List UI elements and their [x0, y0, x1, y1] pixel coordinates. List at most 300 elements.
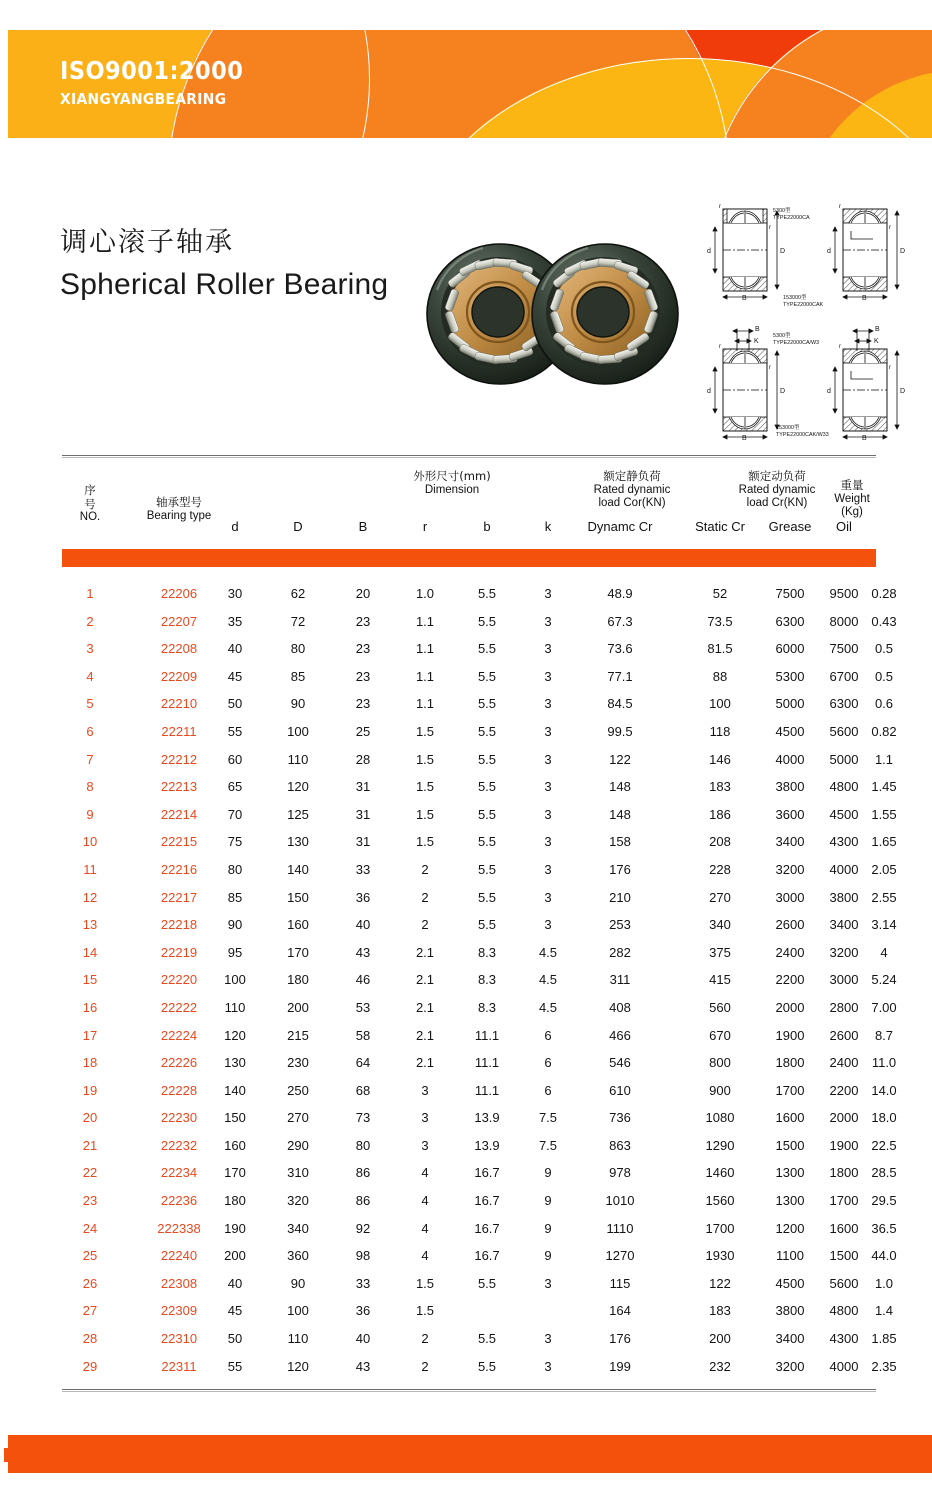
- subheader-oil: Oil: [836, 519, 852, 534]
- table-row: [62, 665, 894, 693]
- cell-k: 3: [544, 1358, 552, 1374]
- cell-static_cr: 183: [709, 779, 731, 795]
- cell-r: 1.1: [415, 641, 435, 657]
- cell-D: 250: [287, 1082, 309, 1098]
- drawing-label-2-cn: 153000型: [783, 295, 807, 301]
- cell-grease: 1600: [775, 1110, 805, 1126]
- cell-dynamic_cr: 67.3: [607, 613, 633, 629]
- cell-dynamic_cr: 863: [609, 1137, 631, 1153]
- cell-D: 72: [290, 613, 306, 629]
- column-header-no: [70, 484, 110, 525]
- cell-oil: 9500: [829, 586, 859, 601]
- cell-oil: 5600: [829, 1275, 859, 1291]
- cell-grease: 4500: [775, 723, 805, 739]
- svg-text:B: B: [742, 435, 747, 442]
- footer-bar: [8, 1435, 932, 1473]
- cell-b: 16.7: [474, 1248, 500, 1264]
- cell-k: 3: [544, 641, 552, 657]
- cell-k: 9: [544, 1165, 552, 1181]
- cell-dynamic_cr: 466: [609, 1027, 631, 1043]
- svg-text:r: r: [719, 344, 721, 350]
- cell-no: 18: [82, 1055, 98, 1071]
- cell-d: 90: [227, 917, 243, 933]
- table-row: [62, 692, 894, 720]
- cell-dynamic_cr: 115: [609, 1275, 631, 1291]
- table-row: [62, 637, 894, 665]
- cell-b: 11.1: [474, 1027, 500, 1043]
- cell-dynamic_cr: 77.1: [607, 668, 633, 684]
- table-row: [62, 1079, 897, 1107]
- cell-weight: 5.24: [871, 972, 897, 988]
- cell-oil: 6300: [829, 696, 859, 712]
- table-row: [62, 1299, 894, 1327]
- cell-d: 130: [224, 1055, 246, 1071]
- subheader-d: d: [231, 519, 239, 534]
- cell-static_cr: 1460: [705, 1165, 735, 1181]
- cell-b: 5.5: [477, 1358, 497, 1374]
- drawing-label-3-en: TYPE22000CA/W3: [773, 339, 820, 346]
- cell-oil: 3800: [829, 889, 859, 905]
- cell-dynamic_cr: 282: [609, 944, 631, 960]
- cell-r: 1.5: [415, 806, 435, 822]
- svg-text:D: D: [780, 388, 786, 395]
- cell-weight: 0.6: [874, 696, 894, 712]
- cell-dynamic_cr: 176: [609, 861, 631, 877]
- table-row: [62, 968, 897, 996]
- cell-type: 22208: [160, 641, 198, 657]
- cell-k: 9: [544, 1248, 552, 1264]
- cell-oil: 6700: [829, 668, 859, 684]
- column-header-no-cn-1: 序: [84, 483, 96, 497]
- cell-type: 22224: [160, 1027, 198, 1043]
- svg-text:r: r: [889, 365, 891, 371]
- cell-grease: 4500: [775, 1275, 805, 1291]
- cell-d: 50: [227, 696, 243, 712]
- svg-text:B: B: [875, 326, 880, 333]
- cell-type: 22210: [160, 696, 198, 712]
- cell-dynamic_cr: 1010: [605, 1193, 635, 1209]
- cell-b: 5.5: [477, 1331, 497, 1347]
- cell-grease: 1700: [775, 1082, 805, 1098]
- table-row: [62, 941, 888, 969]
- cell-grease: 2200: [775, 972, 805, 988]
- cell-D: 110: [287, 751, 309, 767]
- cell-k: 3: [544, 1331, 552, 1347]
- table-row: [62, 1355, 897, 1383]
- cell-B: 68: [355, 1082, 371, 1098]
- cell-D: 170: [287, 944, 309, 960]
- cell-r: 1.5: [415, 723, 435, 739]
- cell-no: 26: [82, 1275, 98, 1291]
- cell-b: 8.3: [477, 972, 497, 988]
- table-row: [62, 1217, 897, 1245]
- svg-text:d: d: [707, 248, 711, 255]
- cell-oil: 2200: [829, 1082, 859, 1098]
- cell-static_cr: 100: [709, 696, 731, 712]
- subheader-k: k: [544, 519, 552, 534]
- cell-B: 23: [355, 641, 371, 657]
- cell-d: 45: [227, 668, 243, 684]
- cell-B: 31: [355, 834, 371, 850]
- cell-B: 36: [355, 1303, 371, 1319]
- cell-k: 4.5: [538, 972, 558, 988]
- cell-grease: 7500: [775, 586, 805, 601]
- subheader-B: B: [358, 519, 368, 534]
- cell-k: 3: [544, 917, 552, 933]
- cell-type: 22230: [160, 1110, 198, 1126]
- cell-type: 22308: [160, 1275, 198, 1291]
- cell-oil: 7500: [829, 641, 859, 657]
- cell-weight: 29.5: [871, 1193, 897, 1209]
- cell-type: 22228: [160, 1082, 198, 1098]
- cell-r: 3: [421, 1082, 429, 1098]
- cell-B: 23: [355, 696, 371, 712]
- cell-static_cr: 560: [709, 999, 731, 1015]
- table-row: [62, 1244, 897, 1272]
- cell-d: 95: [227, 944, 243, 960]
- cell-no: 5: [86, 696, 94, 712]
- cell-weight: 0.28: [871, 586, 897, 601]
- cell-r: 2.1: [415, 944, 435, 960]
- svg-text:r: r: [889, 225, 891, 231]
- cell-grease: 1500: [775, 1137, 805, 1153]
- cell-no: 23: [82, 1193, 98, 1209]
- cell-weight: 11.0: [871, 1055, 897, 1071]
- cell-oil: 3000: [829, 972, 859, 988]
- cell-r: 4: [421, 1165, 429, 1181]
- cell-d: 50: [227, 1331, 243, 1347]
- cell-type: 22207: [160, 613, 198, 629]
- cell-no: 16: [82, 999, 98, 1015]
- cell-b: 8.3: [477, 944, 497, 960]
- table-row: [62, 1106, 897, 1134]
- cell-type: 22310: [160, 1331, 198, 1347]
- cell-k: 3: [544, 834, 552, 850]
- cell-D: 180: [287, 972, 309, 988]
- banner-text-block: [60, 58, 264, 107]
- iso-certification-label: ISO9001:2000: [60, 56, 244, 85]
- cell-no: 10: [82, 834, 98, 850]
- cell-D: 160: [287, 917, 309, 933]
- cell-static_cr: 52: [712, 586, 728, 601]
- svg-text:r: r: [839, 204, 841, 210]
- cell-weight: 0.5: [874, 641, 894, 657]
- cell-B: 58: [355, 1027, 371, 1043]
- cell-weight: 4: [880, 944, 888, 960]
- svg-text:B: B: [862, 295, 867, 302]
- cell-D: 320: [287, 1193, 309, 1209]
- cell-no: 8: [86, 779, 94, 795]
- cell-B: 40: [355, 917, 371, 933]
- cell-weight: 1.65: [871, 834, 897, 850]
- cell-dynamic_cr: 48.9: [607, 586, 633, 601]
- drawing-label-3-cn: 5300型: [773, 333, 791, 339]
- cell-k: 4.5: [538, 999, 558, 1015]
- drawing-label-4: [776, 425, 829, 439]
- cell-B: 33: [355, 1275, 371, 1291]
- cell-oil: 8000: [829, 613, 859, 629]
- drawing-label-1-cn: 5300型: [773, 208, 791, 214]
- cell-b: 5.5: [477, 834, 497, 850]
- cell-r: 2: [421, 861, 429, 877]
- cell-D: 120: [287, 1358, 309, 1374]
- table-row: [62, 830, 897, 858]
- cell-D: 120: [287, 779, 309, 795]
- cell-oil: 4800: [829, 779, 859, 795]
- svg-text:r: r: [769, 365, 771, 371]
- cell-static_cr: 375: [709, 944, 731, 960]
- cell-b: 5.5: [477, 1275, 497, 1291]
- cell-b: 5.5: [477, 641, 497, 657]
- cell-weight: 1.85: [871, 1331, 897, 1347]
- subheader-grease: Grease: [768, 519, 812, 534]
- cell-d: 55: [227, 1358, 243, 1374]
- cell-k: 6: [544, 1082, 552, 1098]
- cell-oil: 4300: [829, 1331, 859, 1347]
- cell-dynamic_cr: 253: [609, 917, 631, 933]
- table-row: [62, 1189, 897, 1217]
- cell-d: 200: [224, 1248, 246, 1264]
- cell-type: 22212: [160, 751, 198, 767]
- cell-oil: 3200: [829, 944, 859, 960]
- cell-D: 110: [287, 1331, 309, 1347]
- cell-oil: 1500: [829, 1248, 859, 1264]
- cell-D: 130: [287, 834, 309, 850]
- cell-D: 100: [287, 1303, 309, 1319]
- cell-grease: 6300: [775, 613, 805, 629]
- cell-b: 11.1: [474, 1055, 500, 1071]
- cell-d: 70: [227, 806, 243, 822]
- subheader-b: b: [483, 519, 491, 534]
- cell-no: 1: [86, 586, 94, 601]
- table-header: [62, 462, 876, 548]
- cell-static_cr: 88: [712, 668, 728, 684]
- cell-grease: 3600: [775, 806, 805, 822]
- cell-B: 43: [355, 944, 371, 960]
- cell-weight: 22.5: [871, 1137, 897, 1153]
- cell-static_cr: 183: [709, 1303, 731, 1319]
- cell-B: 92: [355, 1220, 371, 1236]
- cell-no: 22: [82, 1165, 98, 1181]
- cell-type: 22226: [160, 1055, 198, 1071]
- cell-B: 73: [355, 1110, 371, 1126]
- cell-B: 20: [355, 586, 371, 601]
- cell-dynamic_cr: 311: [609, 972, 631, 988]
- table-row: [62, 610, 897, 638]
- cell-static_cr: 1290: [705, 1137, 735, 1153]
- cell-dynamic_cr: 546: [609, 1055, 631, 1071]
- table-row: [62, 775, 897, 803]
- table-bottom-rule-shadow: [62, 1391, 876, 1392]
- cell-d: 85: [227, 889, 243, 905]
- cell-oil: 4800: [829, 1303, 859, 1319]
- cell-D: 270: [287, 1110, 309, 1126]
- cell-b: 5.5: [477, 917, 497, 933]
- svg-text:r: r: [769, 225, 771, 231]
- cell-B: 36: [355, 889, 371, 905]
- cell-weight: 28.5: [871, 1165, 897, 1181]
- cell-static_cr: 81.5: [707, 641, 733, 657]
- cell-weight: 0.43: [871, 613, 897, 629]
- svg-text:K: K: [874, 338, 879, 345]
- cell-static_cr: 73.5: [707, 613, 733, 629]
- cell-grease: 3800: [775, 1303, 805, 1319]
- column-header-weight-unit: (Kg): [841, 506, 863, 519]
- svg-text:d: d: [827, 248, 831, 255]
- cell-grease: 2600: [775, 917, 805, 933]
- column-header-weight-cn: 重量: [840, 478, 864, 492]
- cell-oil: 1600: [829, 1220, 859, 1236]
- cell-dynamic_cr: 610: [609, 1082, 631, 1098]
- cell-oil: 4300: [829, 834, 859, 850]
- cell-grease: 1900: [775, 1027, 805, 1043]
- cell-no: 9: [86, 806, 94, 822]
- cell-static_cr: 228: [709, 861, 731, 877]
- cell-weight: 1.0: [874, 1275, 894, 1291]
- cell-d: 55: [227, 723, 243, 739]
- cell-B: 23: [355, 613, 371, 629]
- svg-text:K: K: [754, 338, 759, 345]
- cell-oil: 5000: [829, 751, 859, 767]
- cell-D: 90: [290, 1275, 306, 1291]
- cell-B: 28: [355, 751, 371, 767]
- cell-oil: 5600: [829, 723, 859, 739]
- cell-type: 22213: [160, 779, 198, 795]
- cell-r: 2.1: [415, 972, 435, 988]
- cell-r: 1.5: [415, 751, 435, 767]
- cell-r: 3: [421, 1137, 429, 1153]
- table-accent-bar: [62, 549, 876, 567]
- table-row: [62, 1134, 897, 1162]
- cell-type: 22220: [160, 972, 198, 988]
- cell-B: 53: [355, 999, 371, 1015]
- cell-dynamic_cr: 99.5: [607, 723, 633, 739]
- cell-static_cr: 1080: [705, 1110, 735, 1126]
- cell-no: 14: [82, 944, 98, 960]
- cell-dynamic_cr: 148: [609, 806, 631, 822]
- cell-b: 5.5: [477, 586, 497, 601]
- cell-b: 8.3: [477, 999, 497, 1015]
- cell-k: 3: [544, 668, 552, 684]
- cell-d: 65: [227, 779, 243, 795]
- cell-type: 22209: [160, 668, 198, 684]
- cell-b: 16.7: [474, 1220, 500, 1236]
- column-header-dimension-en: Dimension: [424, 483, 480, 496]
- cell-dynamic_cr: 73.6: [607, 641, 633, 657]
- svg-text:D: D: [900, 388, 906, 395]
- cell-d: 75: [227, 834, 243, 850]
- cell-type: 22218: [160, 917, 198, 933]
- cell-d: 60: [227, 751, 243, 767]
- cell-type: 22311: [161, 1358, 197, 1374]
- drawing-label-3: [773, 333, 819, 347]
- cell-grease: 3400: [775, 1331, 805, 1347]
- table-row: [62, 858, 897, 886]
- cell-r: 1.1: [415, 668, 435, 684]
- table-row: [62, 582, 897, 610]
- cell-static_cr: 415: [709, 972, 731, 988]
- column-header-dynamic-load-en-1: Rated dynamic: [738, 483, 816, 496]
- cell-static_cr: 670: [709, 1027, 731, 1043]
- cell-b: 16.7: [474, 1193, 500, 1209]
- cell-grease: 3200: [775, 861, 805, 877]
- cell-B: 23: [355, 668, 371, 684]
- cell-weight: 1.4: [874, 1303, 894, 1319]
- cell-grease: 1300: [775, 1193, 805, 1209]
- cell-no: 25: [82, 1248, 98, 1264]
- cell-no: 28: [82, 1331, 98, 1347]
- cell-grease: 1800: [775, 1055, 805, 1071]
- column-header-no-cn-2: 号: [84, 496, 96, 511]
- cell-k: 9: [544, 1193, 552, 1209]
- cell-dynamic_cr: 164: [609, 1303, 631, 1319]
- table-row: [62, 1051, 897, 1079]
- cell-d: 120: [224, 1027, 246, 1043]
- cell-no: 3: [86, 641, 94, 657]
- cell-r: 1.1: [415, 613, 435, 629]
- cell-static_cr: 1560: [705, 1193, 735, 1209]
- cell-b: 5.5: [477, 723, 497, 739]
- cell-static_cr: 146: [709, 751, 731, 767]
- column-header-dimension-cn: 外形尺寸(mm): [413, 469, 491, 483]
- cell-weight: 2.55: [871, 889, 897, 905]
- bearing-image-right: [530, 238, 680, 388]
- cell-static_cr: 186: [709, 806, 731, 822]
- subheader-D: D: [293, 519, 303, 534]
- cell-weight: 2.35: [871, 1358, 897, 1374]
- cell-k: 6: [544, 1055, 552, 1071]
- drawing-label-4-en: TYPE22000CAK/W33: [776, 431, 829, 438]
- cell-b: 5.5: [477, 861, 497, 877]
- cell-oil: 1900: [829, 1137, 859, 1153]
- cell-b: 5.5: [477, 613, 497, 629]
- cell-static_cr: 122: [709, 1275, 731, 1291]
- table-bottom-rule: [62, 1389, 876, 1390]
- drawing-label-4-cn: 153000型: [776, 425, 800, 431]
- cell-d: 160: [224, 1137, 246, 1153]
- cell-oil: 2600: [829, 1027, 859, 1043]
- cell-grease: 4000: [775, 751, 805, 767]
- cell-k: 7.5: [538, 1110, 558, 1126]
- cell-B: 31: [355, 806, 371, 822]
- cell-weight: 1.1: [874, 751, 894, 767]
- cell-d: 45: [227, 1303, 243, 1319]
- cell-weight: 1.55: [871, 806, 897, 822]
- subheader-r: r: [422, 519, 428, 534]
- svg-text:d: d: [707, 388, 711, 395]
- cell-B: 40: [355, 1331, 371, 1347]
- cell-d: 180: [224, 1193, 246, 1209]
- svg-text:r: r: [719, 204, 721, 210]
- column-header-weight: [822, 479, 882, 520]
- column-header-dimension: [372, 470, 532, 497]
- cell-k: 9: [544, 1220, 552, 1236]
- cell-static_cr: 118: [709, 723, 731, 739]
- cell-d: 30: [227, 586, 243, 601]
- cell-grease: 1100: [776, 1248, 804, 1264]
- cell-B: 33: [355, 861, 371, 877]
- cell-oil: 2400: [829, 1055, 859, 1071]
- cell-b: 16.7: [474, 1165, 500, 1181]
- svg-text:D: D: [780, 248, 786, 255]
- cell-dynamic_cr: 1110: [606, 1220, 634, 1236]
- bearing-cross-section-diagrams: [697, 197, 917, 445]
- cell-grease: 5000: [775, 696, 805, 712]
- column-header-static-load-cn: 额定静负荷: [603, 469, 661, 483]
- cell-grease: 5300: [775, 668, 805, 684]
- cell-grease: 3000: [775, 889, 805, 905]
- cell-static_cr: 900: [709, 1082, 731, 1098]
